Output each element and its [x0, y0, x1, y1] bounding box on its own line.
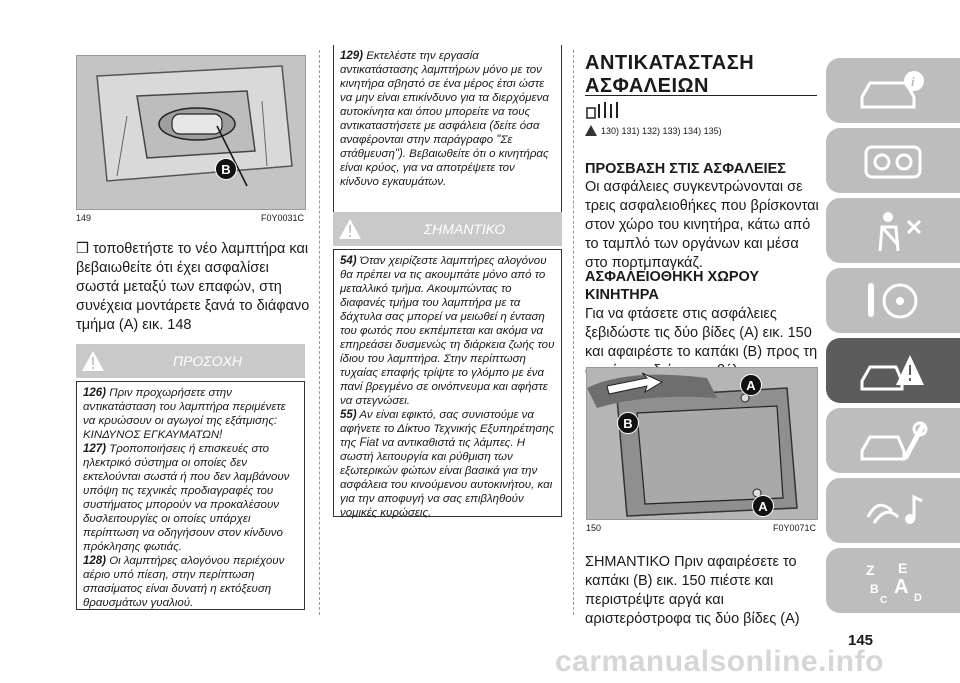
paragraph-important-note: ΣΗΜΑΝΤΙΚΟ Πριν αφαιρέσετε το καπάκι (B) εικ. 150 πιέστε και περιστρέψτε αργά και αριστερόστροφα τις δύο βίδες (A)	[585, 554, 800, 627]
item-number: 129)	[340, 50, 364, 62]
maintenance-wrench-icon	[858, 417, 928, 465]
callout-a-bottom: A	[752, 495, 774, 517]
heading-line-1: ΑΣΦΑΛΕΙΟΘΗΚΗ ΧΩΡΟΥ	[585, 269, 760, 285]
tab-vehicle-info[interactable]	[826, 58, 960, 123]
item-text: Τροποποιήσεις ή επισκευές στο ηλεκτρικό σύστημα οι οποίες δεν εκτελούνται σωστά ή που δεν λαμβάνουν υπόψη τις τεχνικές προδιαγραφές του συστήματος μπορούν να προκαλέσουν δυσλειτουργίες οι οποίες υπάρχει περίπτωση να οδηγήσουν στον κίνδυνο πρόκλησης φωτιάς.	[83, 443, 290, 553]
figure-code: F0Y0031C	[260, 213, 304, 223]
multimedia-icon	[858, 487, 928, 535]
important-title: ΣΗΜΑΝΤΙΚΟ	[423, 221, 506, 237]
engine-fuse-box-illustration	[587, 368, 817, 519]
section-title	[585, 52, 754, 98]
heading-engine-fuse-box	[585, 268, 759, 304]
figure-150-caption	[586, 523, 816, 533]
dashboard-lights-icon	[858, 137, 928, 185]
figure-number: 150	[586, 523, 602, 533]
fuse-symbol-icon	[585, 100, 629, 127]
item-text: Εκτελέστε την εργασία αντικατάστασης λαμπτήρων μόνο με τον κινητήρα σβηστό σε ένα μέρος έτσι ώστε να μην είναι επικίνδυνο για τα διερχόμενα αυτοκίνητα και όπου μπορείτε να τους αντικαταστήσετε με ασφάλεια (δείτε όσα αναφέρονται στην παράγραφο "Σε στάθμευση"). Βεβαιωθείτε ότι ο κινητήρας είναι κρύος, για να αποτρέψετε τον κίνδυνο εγκαυμάτων.	[340, 50, 549, 188]
callout-a-top: A	[740, 374, 762, 396]
item-number: 55)	[340, 409, 357, 421]
headlamp-bulb-illustration	[77, 56, 305, 209]
warning-icon	[76, 344, 110, 378]
left-paragraph	[76, 240, 311, 335]
figure-149-caption	[76, 213, 304, 223]
svg-text:E: E	[898, 559, 908, 576]
important-item	[340, 408, 555, 520]
breakdown-warning-icon	[858, 347, 928, 395]
heading-line-2: ΚΙΝΗΤΗΡΑ	[585, 287, 659, 303]
warning-icon	[585, 125, 597, 136]
left-paragraph-text: τοποθετήστε το νέο λαμπτήρα και βεβαιωθείτε ότι έχει ασφαλίσει σωστά μεταξύ των επαφών, στη συνέχεια μοντάρετε ξανά το διάφανο τμήμα (A) εικ. 148	[76, 241, 310, 333]
svg-text:D: D	[914, 591, 922, 604]
tab-dashboard[interactable]	[826, 128, 960, 193]
section-title-line-1: ΑΝΤΙΚΑΤΑΣΤΑΣΗ	[585, 52, 755, 74]
tab-maintenance[interactable]	[826, 408, 960, 473]
warning-item	[340, 49, 555, 189]
caution-box	[76, 381, 305, 610]
tab-emergency[interactable]	[826, 338, 960, 403]
figure-code: F0Y0071C	[772, 523, 816, 533]
important-item	[340, 254, 555, 408]
warning-box	[333, 45, 562, 225]
tab-driving[interactable]	[826, 268, 960, 333]
svg-text:Z: Z	[866, 561, 875, 578]
figure-149-image	[76, 55, 306, 210]
callout-b: B	[617, 412, 639, 434]
tab-safety[interactable]	[826, 198, 960, 263]
item-number: 54)	[340, 255, 357, 267]
checkbox-bullet-icon: ❒	[76, 241, 89, 257]
item-text: Όταν χειρίζεστε λαμπτήρες αλογόνου θα πρέπει να τις ακουμπάτε μόνο από το μεταλλικό τμήμα. Ακουμπώντας το διαφανές τμήμα του λαμπτήρα με τα δάχτυλα σας μπορεί να μειωθεί η ένταση του φωτός που εκπέμπεται και ακόμα να επηρεάσει δυσμενώς τη διάρκεια ζωής του ίδιου του λαμπτήρα. Στην περίπτωση τυχαίας επαφής τρίψτε το γλόμπο με ένα πανί βρεγμένο σε οινόπνευμα και αφήστε να στεγνώσει.	[340, 255, 555, 407]
watermark: carmanualsonline.info	[555, 645, 884, 678]
heading-fuse-access: ΠΡΟΣΒΑΣΗ ΣΤΙΣ ΑΣΦΑΛΕΙΕΣ	[585, 161, 786, 177]
svg-text:A: A	[894, 575, 909, 598]
caution-banner	[76, 344, 305, 378]
svg-text:B: B	[870, 581, 879, 596]
paragraph-fuse-access: Οι ασφάλειες συγκεντρώνονται σε τρεις ασφαλειοθήκες που βρίσκονται στον χώρο του κινητήρα, κάτω από το ταμπλό των οργάνων και μέσα στο πορτμπαγκάζ.	[585, 179, 819, 271]
item-text: Οι λαμπτήρες αλογόνου περιέχουν αέριο υπό πίεση, στην περίπτωση σπασίματος είναι δυνατή η εκτόξευση θραυσμάτων γυαλιού.	[83, 555, 285, 609]
tab-multimedia[interactable]	[826, 478, 960, 543]
reference-notes	[585, 125, 722, 136]
page-number: 145	[848, 632, 874, 649]
index-letters-icon	[858, 557, 928, 605]
caution-item	[83, 442, 298, 554]
important-banner	[333, 212, 562, 246]
item-number: 127)	[83, 443, 107, 455]
title-rule	[585, 95, 817, 96]
seatbelt-airbag-icon	[858, 207, 928, 255]
svg-text:i: i	[911, 73, 915, 89]
caution-title: ΠΡΟΣΟΧΗ	[172, 353, 243, 369]
figure-150-image	[586, 367, 818, 520]
item-text: Πριν προχωρήσετε στην αντικατάσταση του λαμπτήρα περιμένετε να κρυώσουν οι αγωγοί της εξάτμισης: ΚΙΝΔΥΝΟΣ ΕΓΚΑΥΜΑΤΩΝ!	[83, 387, 286, 441]
item-number: 126)	[83, 387, 107, 399]
item-text: Αν είναι εφικτό, σας συνιστούμε να αφήνετε το Δίκτυο Τεχνικής Εξυπηρέτησης της Fiat να αντικαθιστά τις λάμπες. Η σωστή λειτουργία και ρύθμιση των εξωτερικών φώτων είναι βασικά για την ασφάλεια του κινούμενου αυτοκινήτου, και για την αποφυγή να σας επιβληθούν νομικές κυρώσεις.	[340, 409, 555, 519]
section-title-line-2: ΑΣΦΑΛΕΙΩΝ	[585, 75, 709, 97]
car-info-icon	[858, 67, 928, 115]
warning-hand-icon	[333, 212, 367, 246]
important-box	[333, 249, 562, 517]
column-divider	[573, 50, 574, 615]
item-number: 128)	[83, 555, 107, 567]
reference-numbers: 130) 131) 132) 133) 134) 135)	[601, 125, 722, 136]
caution-item	[83, 554, 298, 610]
steering-key-icon	[858, 277, 928, 325]
paragraph-engine-fuse-box: Για να φτάσετε στις ασφάλειες ξεβιδώστε τις δύο βίδες (A) εικ. 150 και αφαιρέστε το καπάκι (B) προς τη	[585, 306, 818, 360]
caution-item	[83, 386, 298, 442]
figure-number: 149	[76, 213, 92, 223]
svg-text:C: C	[880, 594, 888, 605]
callout-b: B	[215, 158, 237, 180]
column-divider	[319, 50, 320, 615]
tab-index[interactable]	[826, 548, 960, 613]
